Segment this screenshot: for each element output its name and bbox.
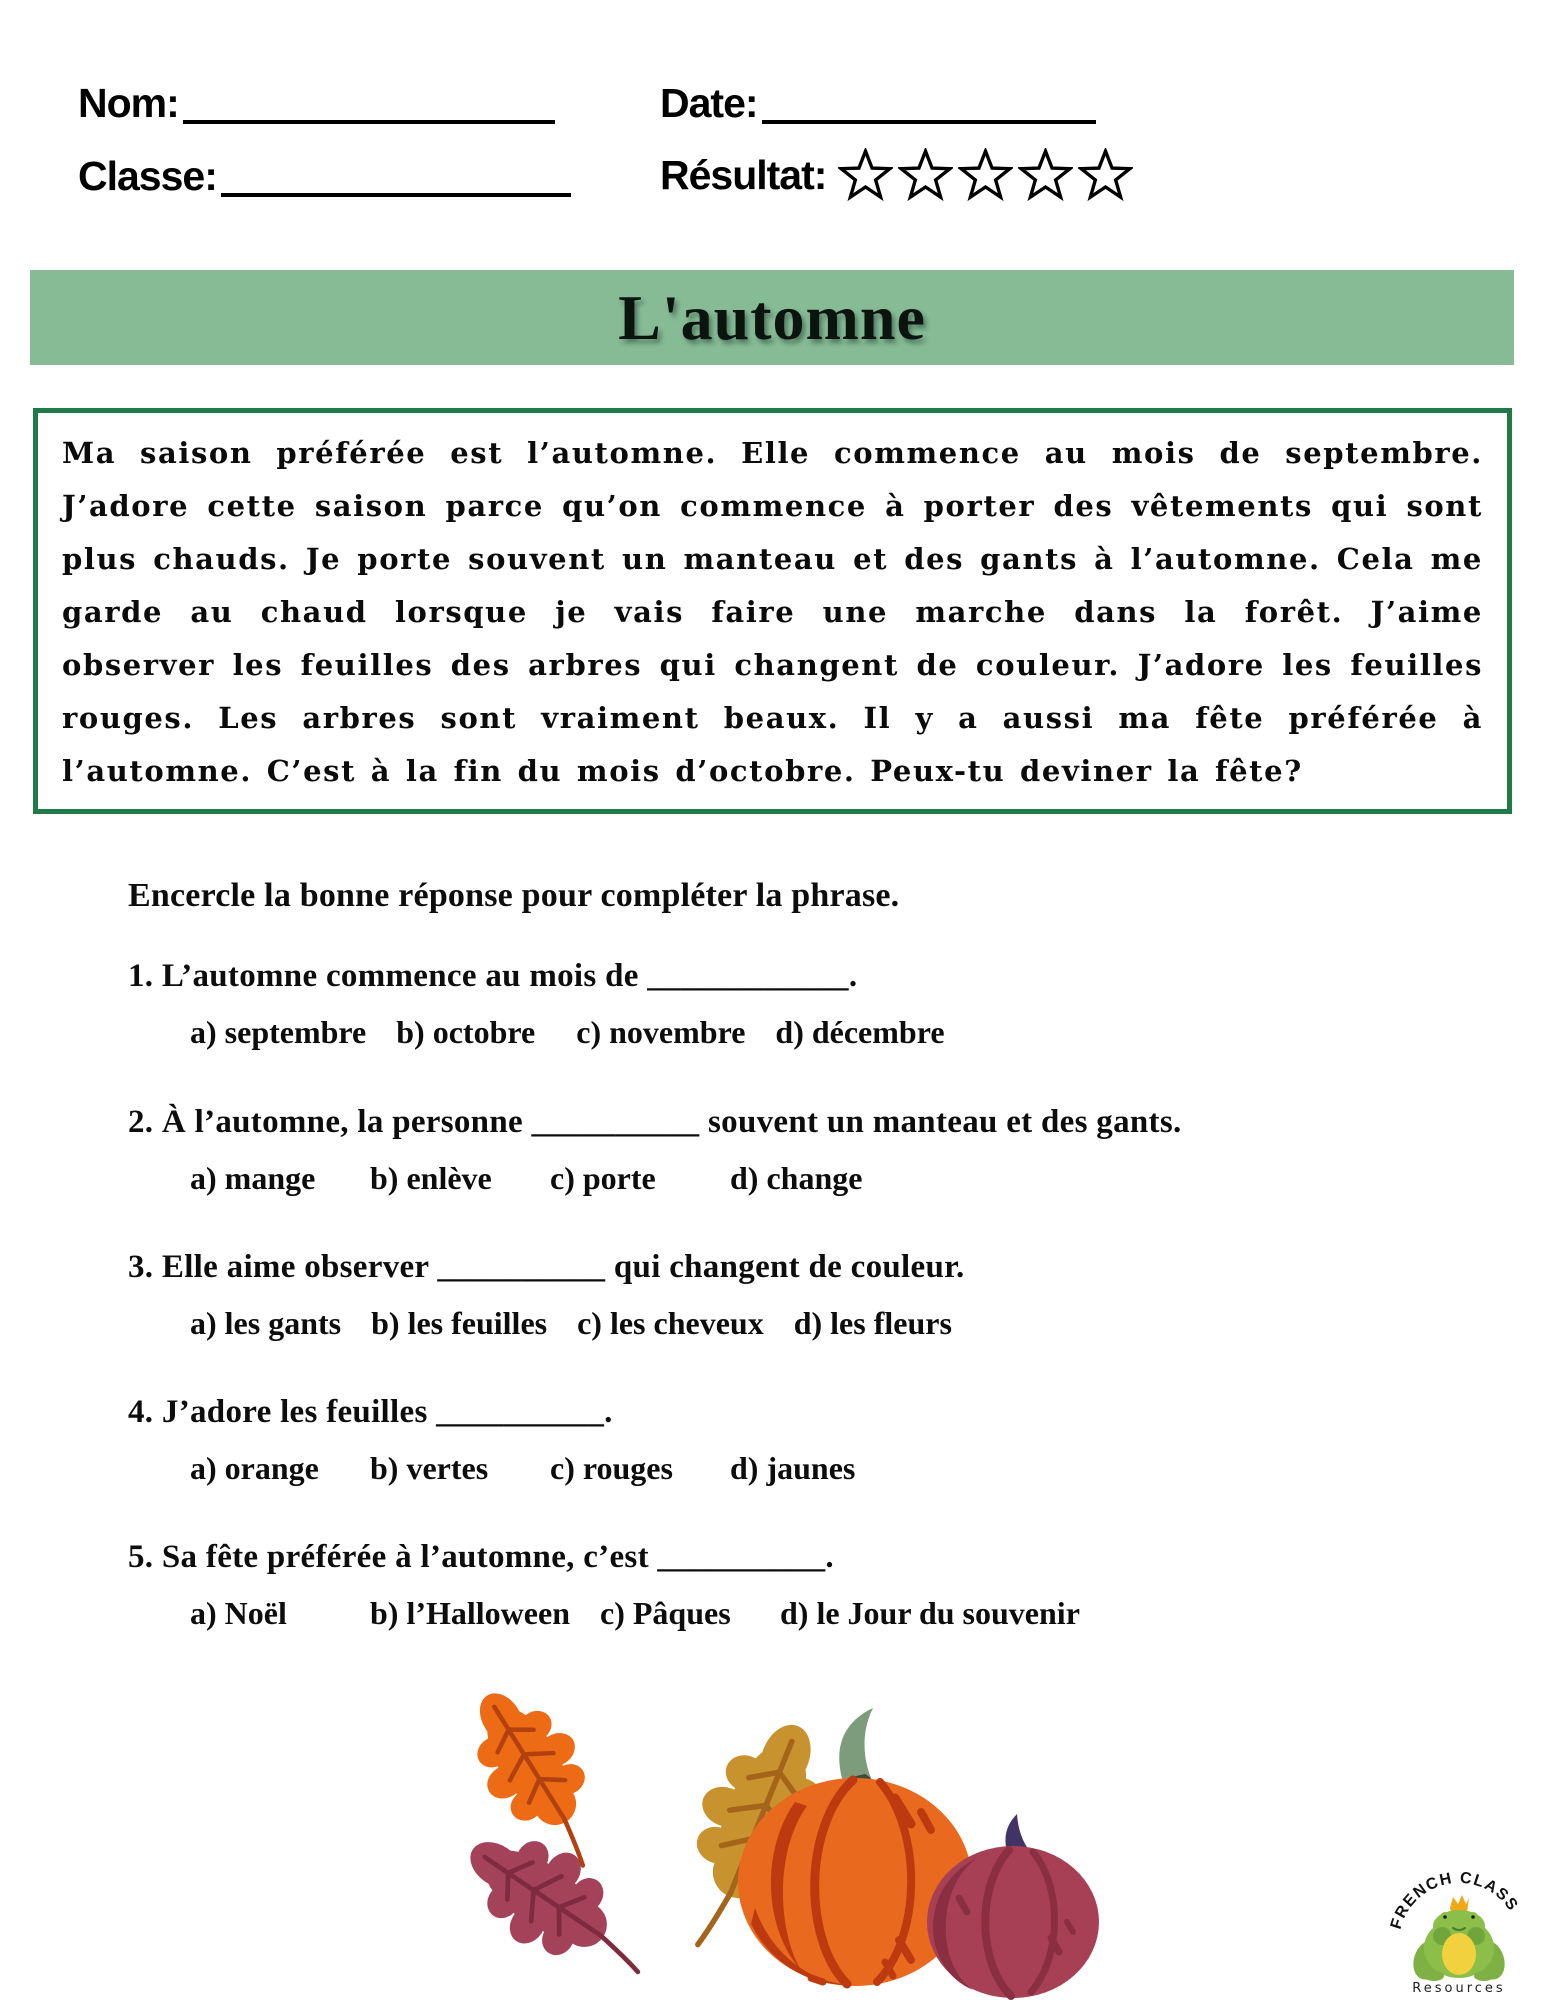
question-4 bbox=[128, 1392, 1498, 1488]
question-1-options bbox=[128, 1013, 1498, 1051]
question-2-option-b[interactable]: b) enlève bbox=[370, 1160, 492, 1197]
star-icon[interactable] bbox=[958, 148, 1013, 203]
instructions-heading: Encercle la bonne réponse pour compléter la phrase. bbox=[128, 877, 900, 914]
question-3-option-d[interactable]: d) les fleurs bbox=[793, 1305, 952, 1342]
reading-passage-box bbox=[33, 408, 1512, 814]
french-class-resources-logo bbox=[1378, 1868, 1540, 1996]
question-3-options bbox=[128, 1304, 1498, 1342]
class-field[interactable] bbox=[221, 155, 571, 197]
logo-sub-text: Resources bbox=[1412, 1981, 1506, 1996]
question-3-text: 3. Elle aime observer __________ qui changent de couleur. bbox=[128, 1249, 965, 1285]
date-field-row bbox=[660, 82, 1096, 124]
question-4-text: 4. J’adore les feuilles __________. bbox=[128, 1394, 613, 1430]
question-3-option-c[interactable]: c) les cheveux bbox=[577, 1305, 764, 1342]
question-1-option-a[interactable]: a) septembre bbox=[190, 1014, 367, 1051]
question-1-option-d[interactable]: d) décembre bbox=[775, 1014, 945, 1051]
reading-passage-text: Ma saison préférée est l’automne. Elle commence au mois de septembre. J’adore cette saison parce qu’on commence à porter des vêtements qui sont plus chauds. Je porte souvent un manteau et des gants à l’automne. Cela me garde au chaud lorsque je vais faire une marche dans la forêt. J’aime observer les feuilles des arbres qui changent de couleur. J’adore les feuilles rouges. Les arbres sont vraiment beaux. Il y a aussi ma fête préférée à l’automne. C’est à la fin du mois d’octobre. Peux-tu deviner la fête? bbox=[62, 436, 1483, 788]
page-title: L'automne bbox=[618, 281, 926, 353]
question-3-option-b[interactable]: b) les feuilles bbox=[371, 1305, 548, 1342]
class-label: Classe: bbox=[78, 153, 217, 199]
question-1-option-c[interactable]: c) novembre bbox=[576, 1014, 746, 1051]
title-banner bbox=[30, 270, 1514, 365]
question-4-option-a[interactable]: a) orange bbox=[190, 1450, 319, 1487]
question-5 bbox=[128, 1537, 1498, 1633]
question-2-text: 2. À l’automne, la personne __________ souvent un manteau et des gants. bbox=[128, 1104, 1182, 1140]
question-5-options bbox=[128, 1594, 1498, 1632]
question-4-option-c[interactable]: c) rouges bbox=[550, 1450, 673, 1487]
question-3-option-a[interactable]: a) les gants bbox=[190, 1305, 342, 1342]
question-5-text: 5. Sa fête préférée à l’automne, c’est __________. bbox=[128, 1539, 834, 1575]
date-field[interactable] bbox=[762, 82, 1096, 124]
maroon-oak-leaf bbox=[444, 1806, 672, 1980]
question-5-option-a[interactable]: a) Noël bbox=[190, 1595, 287, 1632]
question-4-option-b[interactable]: b) vertes bbox=[370, 1450, 489, 1487]
star-icon[interactable] bbox=[1018, 148, 1073, 203]
question-3 bbox=[128, 1247, 1498, 1343]
star-icon[interactable] bbox=[1078, 148, 1133, 203]
name-field[interactable] bbox=[183, 82, 555, 124]
question-5-option-d[interactable]: d) le Jour du souvenir bbox=[779, 1595, 1080, 1632]
question-2-option-a[interactable]: a) mange bbox=[190, 1160, 316, 1197]
question-2-option-d[interactable]: d) change bbox=[730, 1160, 863, 1197]
question-2 bbox=[128, 1102, 1498, 1198]
date-label: Date: bbox=[660, 80, 758, 126]
star-icon[interactable] bbox=[838, 148, 893, 203]
result-label: Résultat: bbox=[660, 152, 827, 198]
frog-icon bbox=[1409, 1895, 1510, 1983]
result-stars bbox=[838, 148, 1133, 203]
star-icon[interactable] bbox=[898, 148, 953, 203]
pumpkins-illustration bbox=[715, 1690, 1125, 2000]
question-5-option-b[interactable]: b) l’Halloween bbox=[370, 1595, 570, 1632]
name-field-row bbox=[78, 82, 555, 124]
result-row bbox=[660, 148, 1133, 203]
question-2-option-c[interactable]: c) porte bbox=[550, 1160, 656, 1197]
question-4-option-d[interactable]: d) jaunes bbox=[730, 1450, 856, 1487]
question-1 bbox=[128, 956, 1498, 1052]
class-field-row bbox=[78, 155, 571, 197]
question-4-options bbox=[128, 1449, 1498, 1487]
question-1-option-b[interactable]: b) octobre bbox=[396, 1014, 536, 1051]
question-5-option-c[interactable]: c) Pâques bbox=[599, 1595, 731, 1632]
question-2-options bbox=[128, 1159, 1498, 1197]
logo-arc-text: FRENCH CLASS bbox=[1387, 1869, 1522, 1932]
question-1-text: 1. L’automne commence au mois de ____________. bbox=[128, 958, 858, 994]
name-label: Nom: bbox=[78, 80, 179, 126]
